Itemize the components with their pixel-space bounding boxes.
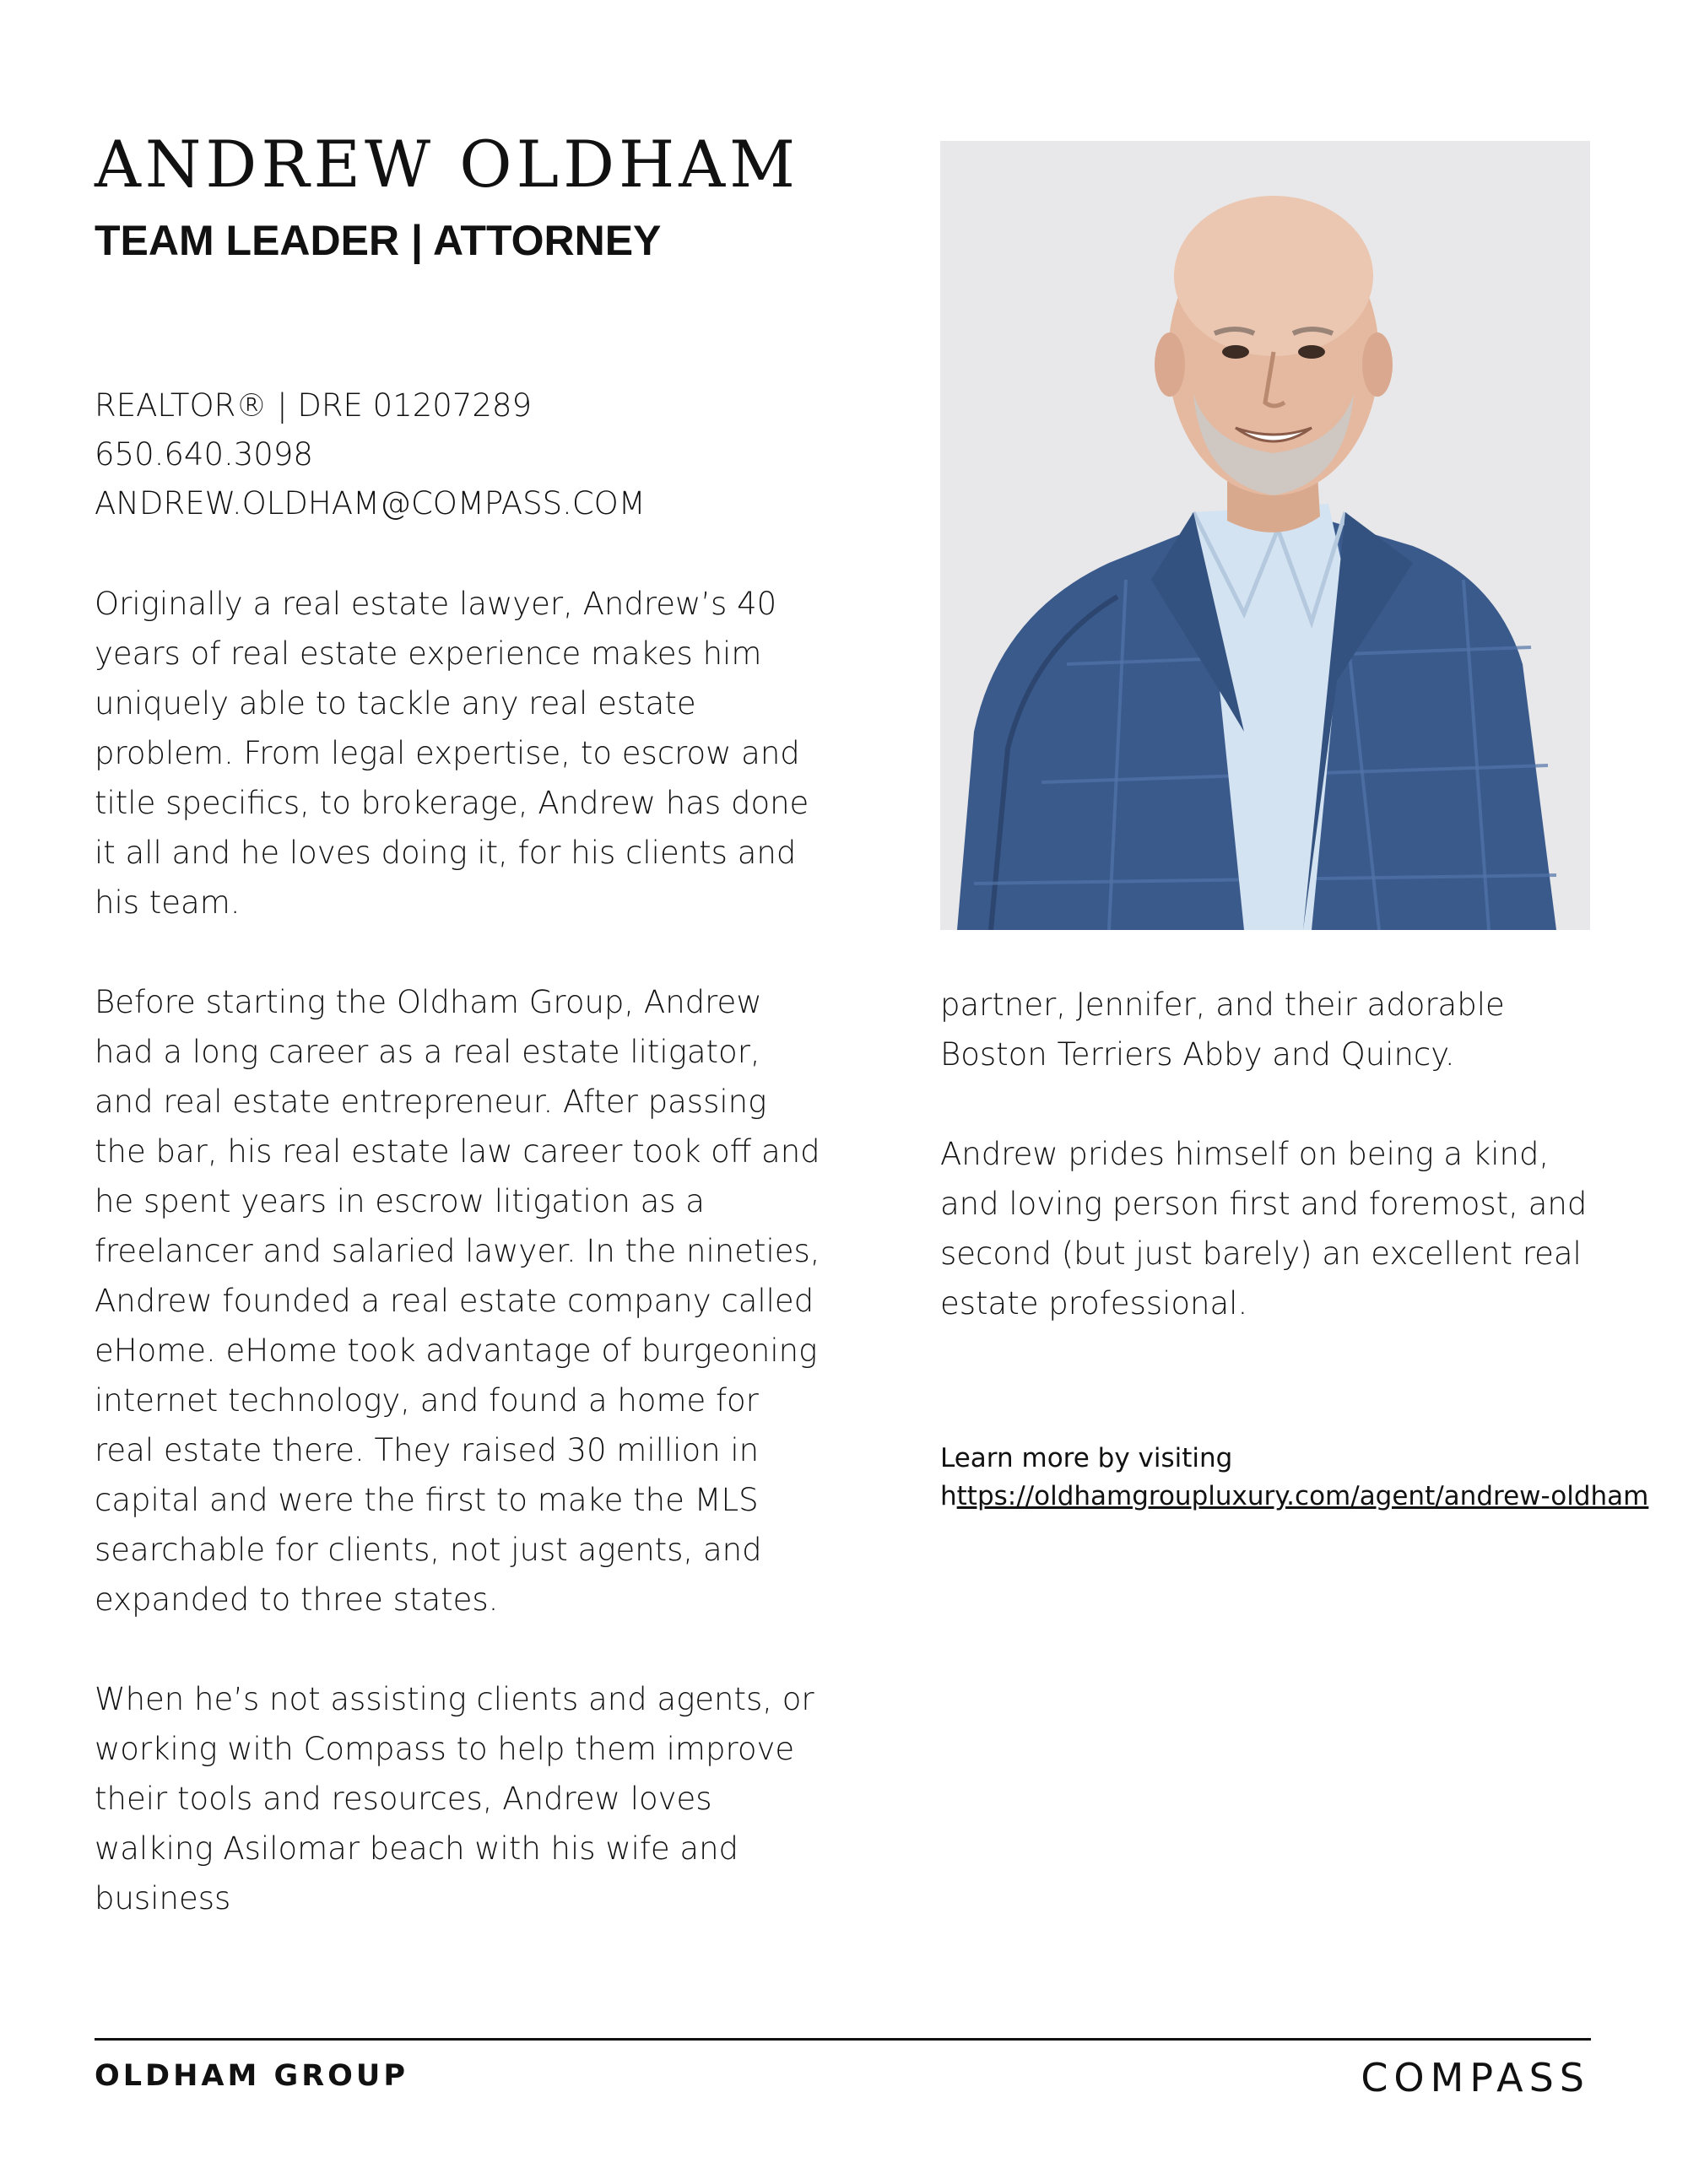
learn-more-url-line [940, 1478, 1666, 1516]
agent-name: ANDREW OLDHAM [95, 127, 799, 202]
bio-paragraph-4: Andrew prides himself on being a kind, and loving person first and foremost, and second (but just barely) an excellent real estate professional. [940, 1136, 1588, 1322]
learn-more-link[interactable]: ttps://oldhamgroupluxury.com/agent/andrew-oldham [956, 1481, 1649, 1511]
bio-left-column [95, 579, 820, 1973]
compass-logo: COMPASS [1361, 2055, 1590, 2100]
bio-paragraph-3: When he’s not assisting clients and agents, or working with Compass to help them improve their tools and resources, Andrew loves walking Asilomar beach with his wife and business [95, 1681, 814, 1916]
portrait-illustration [940, 141, 1590, 930]
license-info: REALTOR® | DRE 01207289 [95, 387, 532, 424]
learn-more-block [940, 1440, 1666, 1516]
learn-more-url-prefix: h [940, 1481, 957, 1511]
email-address: ANDREW.OLDHAM@COMPASS.COM [95, 485, 646, 522]
footer-divider [95, 2038, 1591, 2041]
learn-more-label: Learn more by visiting [940, 1443, 1233, 1473]
bio-right-column [940, 980, 1615, 1378]
bio-paragraph-1: Originally a real estate lawyer, Andrew’s 40 years of real estate experience makes him uniquely able to tackle any real estate problem. From legal expertise, to escrow and title specifics, to brokerage, Andrew has done it all and he loves doing it, for his clients and his team. [95, 586, 809, 921]
bio-paragraph-2: Before starting the Oldham Group, Andrew had a long career as a real estate litigator, and real estate entrepreneur. After passing the bar, his real estate law career took off and he spent years in escrow litigation as a freelancer and salaried lawyer. In the nineties, Andrew founded a real estate company called eHome. eHome took advantage of burgeoning internet technology, and found a home for real estate there. They raised 30 million in capital and were the first to make the MLS searchable for clients, not just agents, and expanded to three states. [95, 984, 820, 1618]
agent-role: TEAM LEADER | ATTORNEY [95, 217, 662, 264]
phone-number: 650.640.3098 [95, 436, 313, 473]
bio-paragraph-3-continued: partner, Jennifer, and their adorable Boston Terriers Abby and Quincy. [940, 987, 1505, 1073]
contact-block [95, 381, 646, 528]
team-logo-text: OLDHAM GROUP [95, 2059, 409, 2093]
agent-portrait [940, 141, 1590, 930]
